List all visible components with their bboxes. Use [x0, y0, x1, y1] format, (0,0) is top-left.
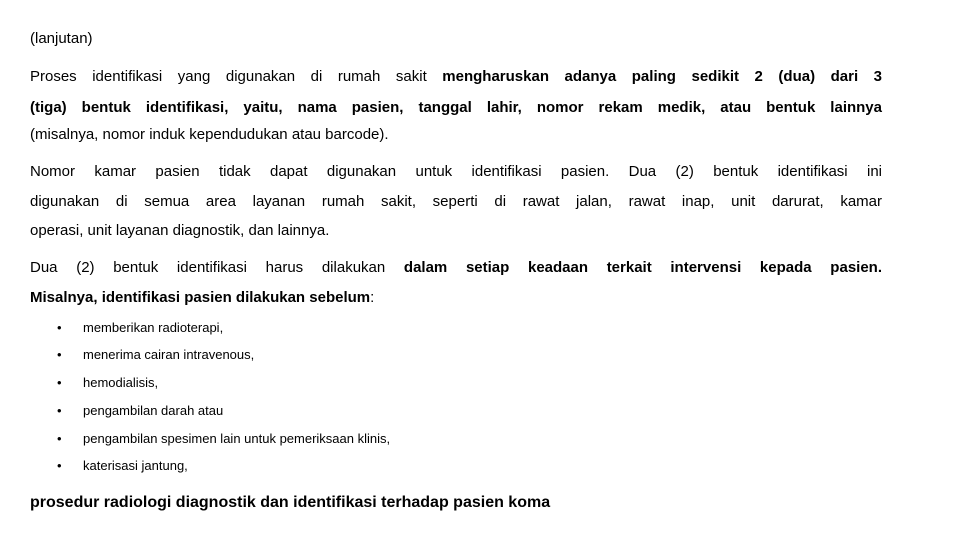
- bullet-item: [57, 403, 223, 418]
- bullet-icon: •: [57, 403, 62, 418]
- bullet-text: menerima cairan intravenous,: [83, 347, 255, 362]
- bullet-item: [57, 347, 254, 362]
- heading: (lanjutan): [30, 30, 93, 47]
- bullet-icon: •: [57, 431, 62, 446]
- bullet-item: [57, 458, 188, 473]
- bullet-text: katerisasi jantung,: [83, 458, 188, 473]
- paragraph-2-line-2: digunakan di semua area layanan rumah sakit, seperti di rawat jalan, rawat inap, unit darurat, kamar: [30, 193, 882, 210]
- bold-text: Misalnya, identifikasi pasien dilakukan sebelum: [30, 289, 371, 306]
- bullet-icon: •: [57, 347, 62, 362]
- bullet-item: [57, 375, 158, 390]
- bold-text: (tiga) bentuk identifikasi, yaitu, nama pasien, tanggal lahir, nomor rekam medik, atau bentuk lainnya: [30, 99, 882, 116]
- bold-text: mengharuskan adanya paling sedikit 2 (dua) dari 3: [442, 68, 883, 85]
- bullet-item: [57, 431, 390, 446]
- paragraph-1-line-1: [30, 68, 882, 85]
- text: Proses identifikasi yang digunakan di rumah sakit: [30, 68, 443, 85]
- colon: :: [370, 289, 375, 306]
- paragraph-3-line-2: [30, 289, 882, 306]
- paragraph-1-line-2: [30, 99, 882, 116]
- paragraph-2-line-3: operasi, unit layanan diagnostik, dan lainnya.: [30, 222, 330, 239]
- bullet-icon: •: [57, 320, 62, 335]
- bullet-icon: •: [57, 375, 62, 390]
- closing-line: prosedur radiologi diagnostik dan identifikasi terhadap pasien koma: [30, 494, 551, 511]
- text: Dua (2) bentuk identifikasi harus dilakukan: [30, 259, 404, 276]
- paragraph-1-line-3: (misalnya, nomor induk kependudukan atau barcode).: [30, 126, 389, 143]
- bullet-text: pengambilan spesimen lain untuk pemeriksaan klinis,: [83, 431, 391, 446]
- bullet-text: hemodialisis,: [83, 375, 159, 390]
- bullet-text: pengambilan darah atau: [83, 403, 224, 418]
- paragraph-2-line-1: Nomor kamar pasien tidak dapat digunakan untuk identifikasi pasien. Dua (2) bentuk identifikasi ini: [30, 163, 882, 180]
- bullet-item: [57, 320, 223, 335]
- paragraph-3-line-1: [30, 259, 882, 276]
- bullet-icon: •: [57, 458, 62, 473]
- bullet-text: memberikan radioterapi,: [83, 320, 224, 335]
- bold-text: dalam setiap keadaan terkait intervensi kepada pasien.: [403, 259, 882, 276]
